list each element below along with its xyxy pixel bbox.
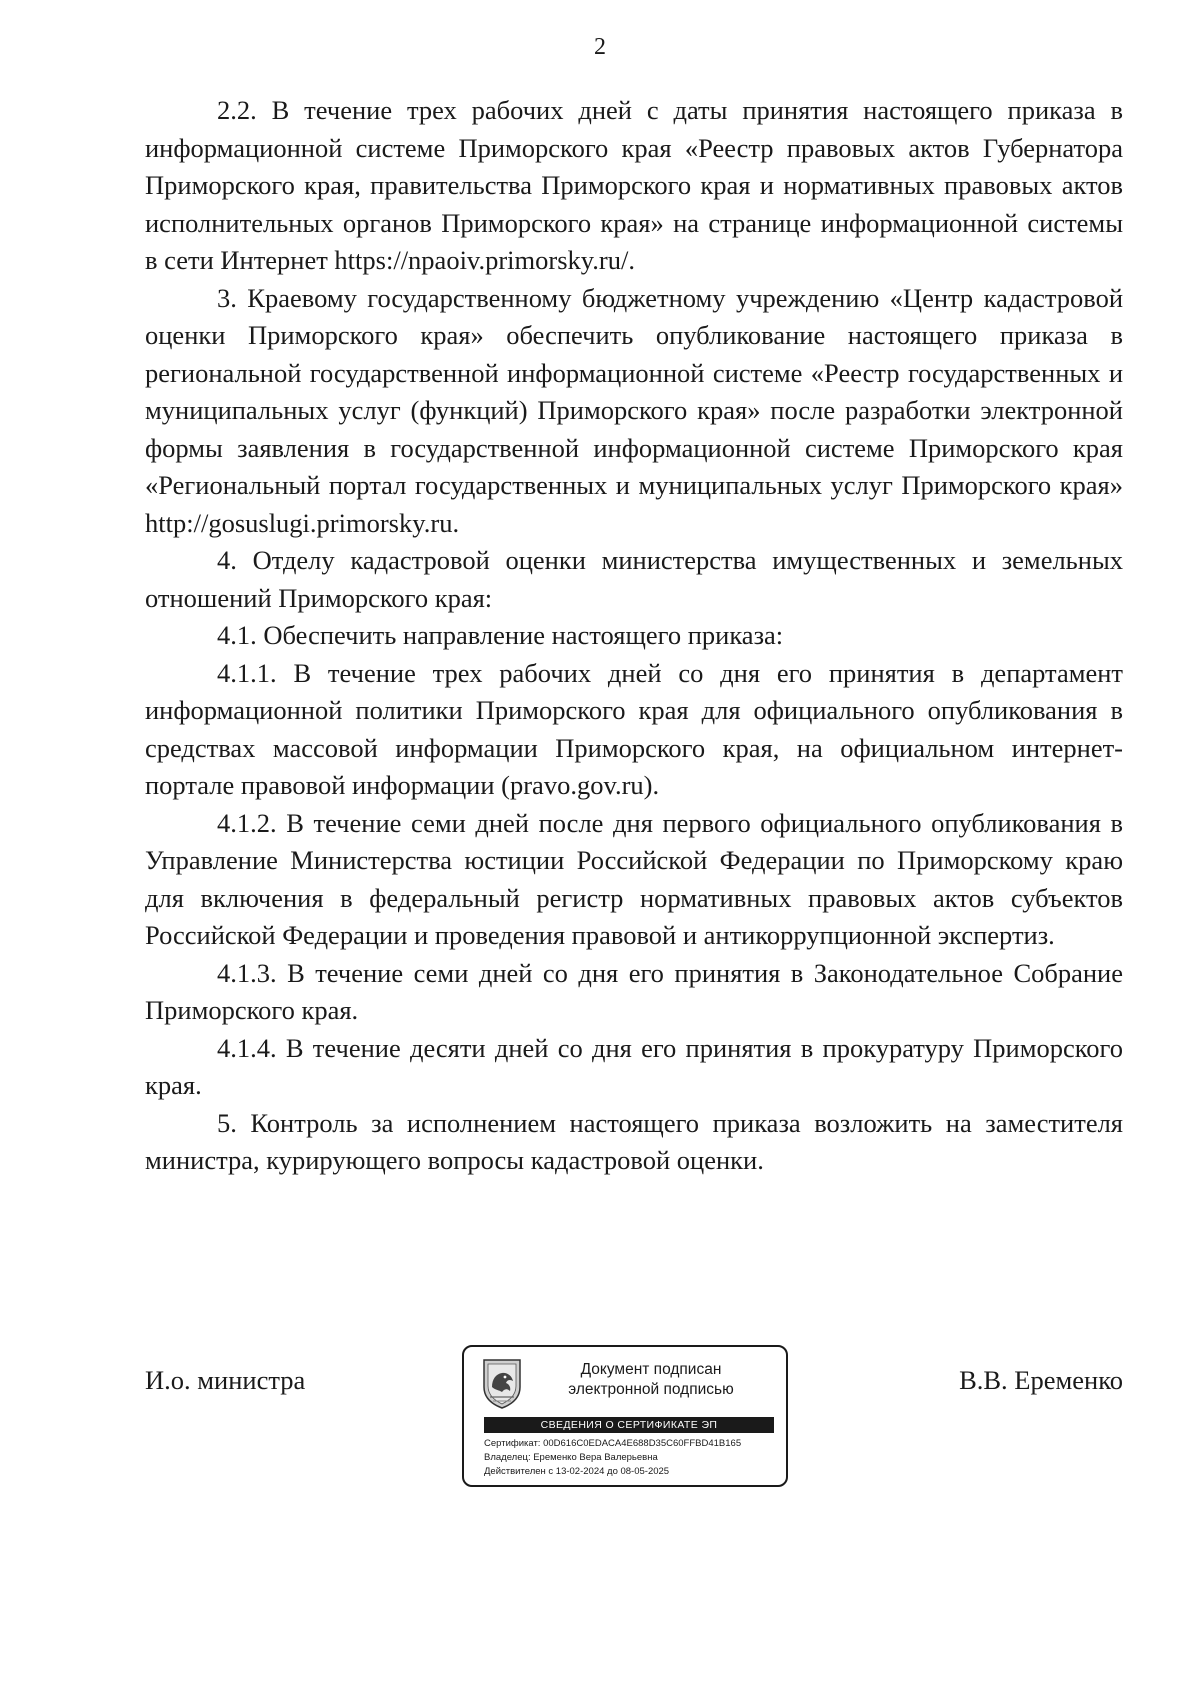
paragraph-4-1-2: 4.1.2. В течение семи дней после дня первого официального опубликования в Управление Министерства юстиции Российской Федерации по Приморскому краю для включения в федеральный регистр нормативных правовых актов субъектов Российской Федерации и проведения правовой и антикоррупционной экспертиз. (145, 807, 1123, 950)
paragraph-4-1-3: 4.1.3. В течение семи дней со дня его принятия в Законодательное Собрание Приморского края. (145, 957, 1123, 1025)
paragraph-2-2: 2.2. В течение трех рабочих дней с даты принятия настоящего приказа в информационной системе Приморского края «Реестр правовых актов Губернатора Приморского края, правительства Приморского края и нормативных правовых актов исполнительных органов Приморского края» на странице информационной системы в сети Интернет https://npaoiv.primorsky.ru/. (145, 95, 1123, 275)
paragraph-3: 3. Краевому государственному бюджетному учреждению «Центр кадастровой оценки Приморского края» обеспечить опубликование настоящего приказа в региональной государственной информационной системе «Реестр государственных и муниципальных услуг (функций) Приморского края» после разработки электронной формы заявления в государственной информационной системе Приморского края «Региональный портал государственных и муниципальных услуг Приморского края» http://gosuslugi.primorsky.ru. (145, 282, 1123, 538)
stamp-certificate-number: Сертификат: 00D616C0EDACA4E688D35C60FFBD41B165 (484, 1438, 742, 1449)
paragraph-4-1: 4.1. Обеспечить направление настоящего приказа: (217, 620, 784, 650)
stamp-title (526, 1360, 776, 1400)
stamp-validity: Действителен с 13-02-2024 до 08-05-2025 (484, 1466, 670, 1477)
primorsky-coat-of-arms-icon (480, 1357, 524, 1409)
paragraph-4-1-1: 4.1.1. В течение трех рабочих дней со дня его принятия в департамент информационной политики Приморского края для официального опубликования в средствах массовой информации Приморского края, на официальном интернет-портале правовой информации (pravo.gov.ru). (145, 657, 1123, 800)
signatory-name: В.В. Еременко (959, 1365, 1123, 1395)
paragraph-5: 5. Контроль за исполнением настоящего приказа возложить на заместителя министра, курирующего вопросы кадастровой оценки. (145, 1107, 1123, 1175)
stamp-certificate-header: СВЕДЕНИЯ О СЕРТИФИКАТЕ ЭП (484, 1417, 774, 1433)
paragraph-4: 4. Отделу кадастровой оценки министерства имущественных и земельных отношений Приморского края: (145, 545, 1123, 613)
stamp-owner: Владелец: Еременко Вера Валерьевна (484, 1452, 658, 1463)
stamp-title-line2: электронной подписью (568, 1381, 734, 1398)
electronic-signature-stamp (462, 1345, 788, 1487)
stamp-title-line1: Документ подписан (580, 1361, 722, 1378)
page-number: 2 (594, 34, 606, 60)
document-body (145, 92, 1123, 1180)
signatory-position: И.о. министра (145, 1365, 306, 1395)
stamp-certificate-details (484, 1437, 780, 1479)
paragraph-4-1-4: 4.1.4. В течение десяти дней со дня его принятия в прокуратуру Приморского края. (145, 1032, 1123, 1100)
